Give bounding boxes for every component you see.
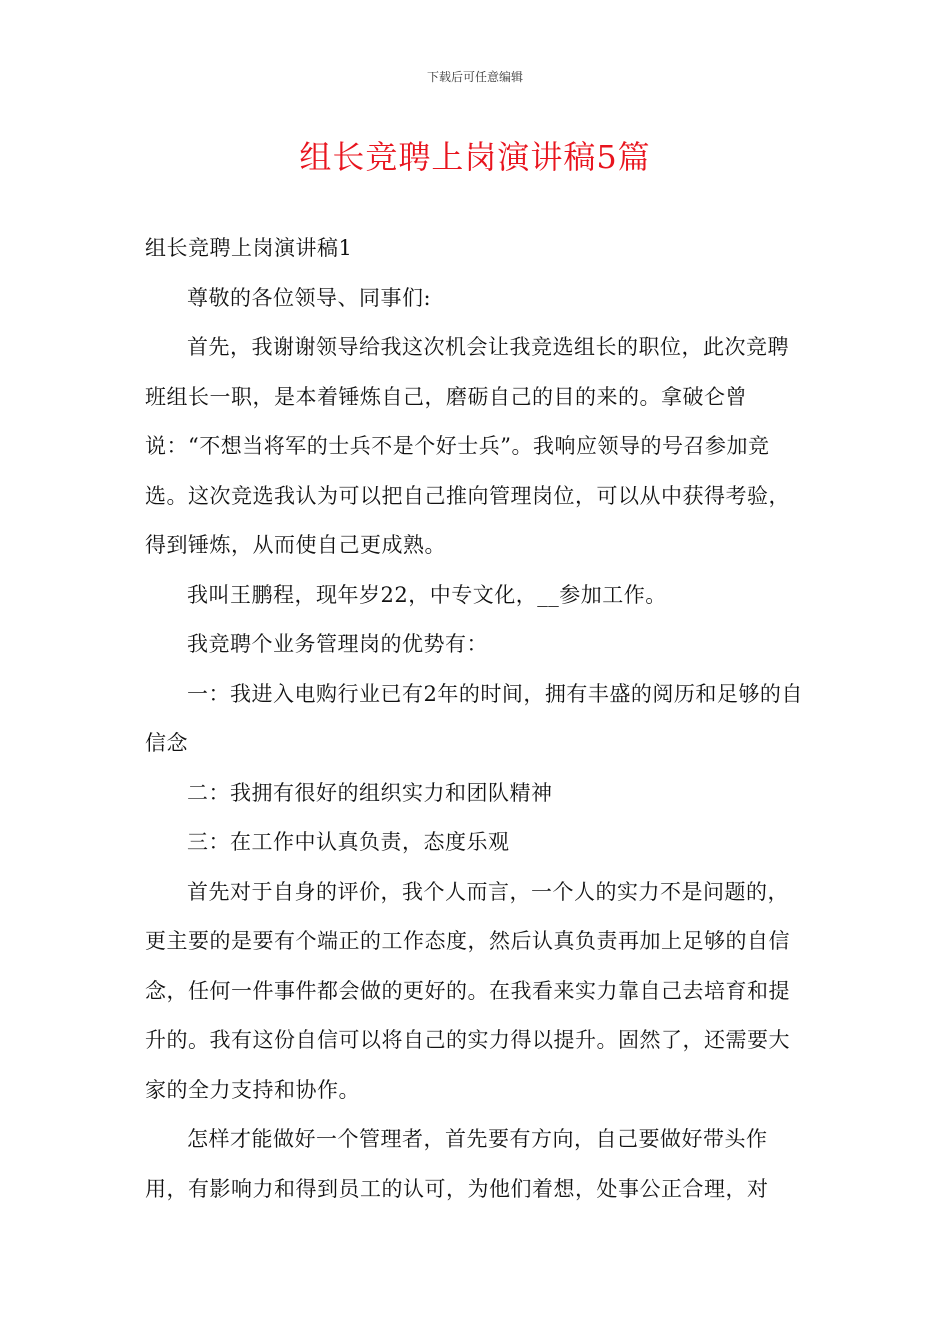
paragraph: 我叫王鹏程，现年岁22，中专文化，__参加工作。 [187,582,667,607]
paragraph: 怎样才能做好一个管理者，首先要有方向，自己要做好带头作用，有影响力和得到员工的认可，为他们着想，处事公正合理，对 [145,1127,769,1201]
document-title: 组长竞聘上岗演讲稿5篇 [299,138,651,176]
paragraph: 首先，我谢谢领导给我这次机会让我竞选组长的职位，此次竞聘班组长一职，是本着锤炼自己，磨砺自己的目的来的。拿破仑曾说：“不想当将军的士兵不是个好士兵”。我响应领导的号召参加竞选。这次竞选我认为可以把自己推向管理岗位，可以从中获得考验，得到锤炼，从而使自己更成熟。 [145,335,790,557]
section-heading: 组长竞聘上岗演讲稿1 [145,236,353,260]
list-item: 三：在工作中认真负责，态度乐观 [187,830,510,854]
salutation: 尊敬的各位领导、同事们: [187,285,432,310]
paragraph: 首先对于自身的评价，我个人而言，一个人的实力不是问题的，更主要的是要有个端正的工作态度，然后认真负责再加上足够的自信念，任何一件事件都会做的更好的。在我看来实力靠自己去培育和提升的。我有这份自信可以将自己的实力得以提升。固然了，还需要大家的全力支持和协作。 [145,879,790,1102]
paragraph: 我竞聘个业务管理岗的优势有： [187,632,488,656]
list-item: 一：我进入电购行业已有2年的时间，拥有丰盛的阅历和足够的自信念 [145,681,803,755]
document-body [145,224,807,1214]
header-note: 下载后可任意编辑 [426,70,523,84]
list-item: 二：我拥有很好的组织实力和团队精神 [187,780,553,805]
